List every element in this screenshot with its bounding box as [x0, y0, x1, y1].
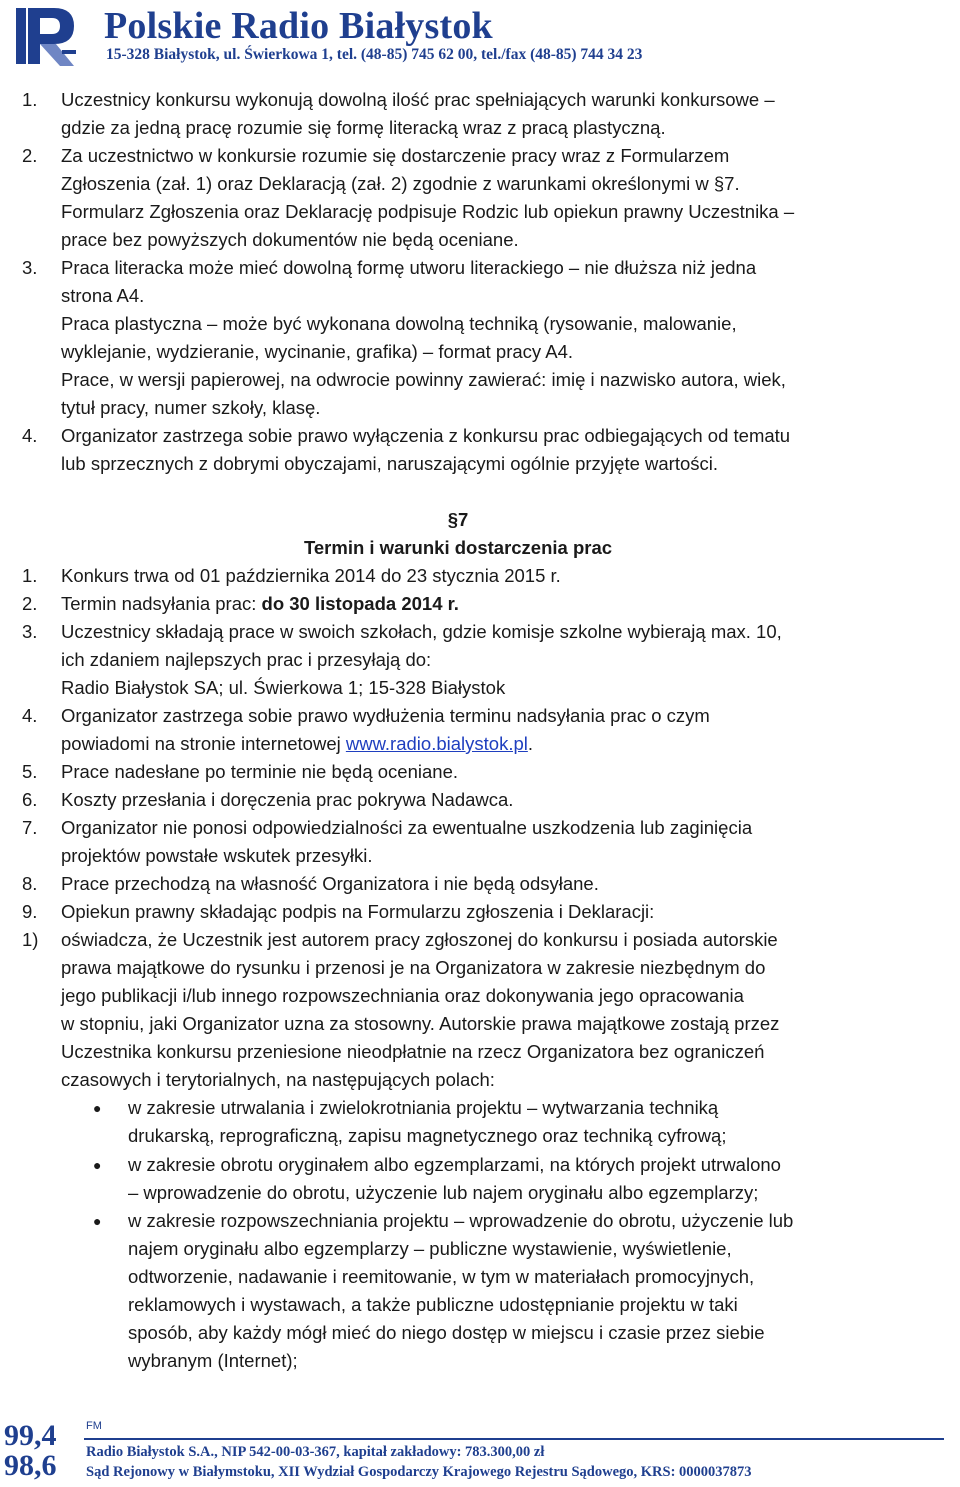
deadline-date: do 30 listopada 2014 r.: [261, 593, 459, 614]
item-number: 2.: [22, 593, 38, 614]
item-text: Uczestnika konkursu przeniesione nieodpłatnie na rzecz Organizatora bez ograniczeń: [61, 1041, 765, 1062]
section-number: §7: [447, 509, 469, 530]
item-text: [61, 590, 459, 618]
item-number: 6.: [22, 789, 38, 810]
postal-address: Radio Białystok SA; ul. Świerkowa 1; 15-328 Białystok: [61, 677, 506, 698]
bullet-icon: ●: [93, 1213, 102, 1229]
item-text: strona A4.: [61, 285, 145, 306]
item-text: Prace nadesłane po terminie nie będą oceniane.: [61, 761, 459, 782]
item-text: lub sprzecznych z dobrymi obyczajami, naruszającymi ogólnie przyjęte wartości.: [61, 453, 719, 474]
item-number: 5.: [22, 761, 38, 782]
letterhead: [14, 4, 954, 74]
item-text: Zgłoszenia (zał. 1) oraz Deklaracją (zał. 2) zgodnie z warunkami określonymi w §7.: [61, 173, 740, 194]
bullet-text: reklamowych i wystawach, a także publiczne udostępnianie projektu w taki: [128, 1294, 738, 1315]
item-number: 1.: [22, 565, 38, 586]
footer-divider: [84, 1438, 944, 1440]
item-text: Formularz Zgłoszenia oraz Deklarację podpisuje Rodzic lub opiekun prawny Uczestnika –: [61, 201, 795, 222]
item-text: prace bez powyższych dokumentów nie będą oceniane.: [61, 229, 519, 250]
item-text: Praca literacka może mieć dowolną formę utworu literackiego – nie dłuższa niż jedna: [61, 257, 757, 278]
court-registration: Sąd Rejonowy w Białymstoku, XII Wydział Gospodarczy Krajowego Rejestru Sądowego, KRS: 0000037873: [86, 1464, 752, 1480]
bullet-text: drukarską, reprograficzną, zapisu magnetycznego oraz techniką cyfrową;: [128, 1125, 727, 1146]
item-number: 2.: [22, 145, 38, 166]
item-number: 3.: [22, 621, 38, 642]
item-text: Organizator zastrzega sobie prawo wyłączenia z konkursu prac odbiegających od tematu: [61, 425, 791, 446]
bullet-icon: ●: [93, 1157, 102, 1173]
fm-label: FM: [86, 1420, 102, 1432]
item-number: 1.: [22, 89, 38, 110]
item-text: wyklejanie, wydzieranie, wycinanie, grafika) – format pracy A4.: [61, 341, 574, 362]
item-text: Opiekun prawny składając podpis na Formularzu zgłoszenia i Deklaracji:: [61, 901, 655, 922]
item-text: prawa majątkowe do rysunku i przenosi je na Organizatora w zakresie niezbędnym do: [61, 957, 766, 978]
radio-logo-icon: [14, 4, 84, 70]
item-number: 9.: [22, 901, 38, 922]
item-text: Prace, w wersji papierowej, na odwrocie powinny zawierać: imię i nazwisko autora, wiek,: [61, 369, 786, 390]
bullet-text: sposób, aby każdy mógł mieć do niego dostęp w miejscu i czasie przez siebie: [128, 1322, 765, 1343]
item-text: czasowych i terytorialnych, na następujących polach:: [61, 1069, 495, 1090]
item-text: Praca plastyczna – może być wykonana dowolną techniką (rysowanie, malowanie,: [61, 313, 737, 334]
period: .: [527, 733, 533, 754]
item-text: Prace przechodzą na własność Organizatora i nie będą odsyłane.: [61, 873, 599, 894]
website-link[interactable]: www.radio.bialystok.pl: [345, 733, 528, 754]
item-text: projektów powstałe wskutek przesyłki.: [61, 845, 373, 866]
item-text: ich zdaniem najlepszych prac i przesyłają do:: [61, 649, 432, 670]
item-number: 3.: [22, 257, 38, 278]
item-text: jego publikacji i/lub innego rozpowszechniania oraz dokonywania jego opracowania: [61, 985, 744, 1006]
item-text: oświadcza, że Uczestnik jest autorem pracy zgłoszonej do konkursu i posiada autorskie: [61, 929, 778, 950]
item-text: Organizator nie ponosi odpowiedzialności za ewentualne uszkodzenia lub zaginięcia: [61, 817, 753, 838]
bullet-text: w zakresie utrwalania i zwielokrotniania projektu – wytwarzania techniką: [128, 1097, 719, 1118]
frequency-primary: 99,4: [4, 1419, 57, 1452]
bullet-text: najem oryginału albo egzemplarzy – publiczne wystawienie, wyświetlenie,: [128, 1238, 732, 1259]
item-text: Konkurs trwa od 01 października 2014 do 23 stycznia 2015 r.: [61, 565, 561, 586]
item-text: Uczestnicy składają prace w swoich szkołach, gdzie komisje szkolne wybierają max. 10,: [61, 621, 782, 642]
item-text: Organizator zastrzega sobie prawo wydłużenia terminu nadsyłania prac o czym: [61, 705, 710, 726]
sub-item-number: 1): [22, 929, 39, 950]
item-text: w stopniu, jaki Organizator uzna za stosowny. Autorskie prawa majątkowe zostają przez: [61, 1013, 780, 1034]
bullet-text: – wprowadzenie do obrotu, użyczenie lub najem oryginału albo egzemplarzy;: [128, 1182, 759, 1203]
item-text: Uczestnicy konkursu wykonują dowolną ilość prac spełniających warunki konkursowe –: [61, 89, 775, 110]
deadline-label: Termin nadsyłania prac:: [61, 593, 262, 614]
item-number: 4.: [22, 425, 38, 446]
bullet-text: odtworzenie, nadawanie i reemitowanie, w tym w materiałach promocyjnych,: [128, 1266, 755, 1287]
bullet-text: w zakresie obrotu oryginałem albo egzemplarzami, na których projekt utrwalono: [128, 1154, 781, 1175]
item-text: gdzie za jedną pracę rozumie się formę literacką wraz z pracą plastyczną.: [61, 117, 666, 138]
item-text: Koszty przesłania i doręczenia prac pokrywa Nadawca.: [61, 789, 514, 810]
brand-address: 15-328 Białystok, ul. Świerkowa 1, tel. (48-85) 745 62 00, tel./fax (48-85) 744 34 23: [106, 46, 643, 63]
item-number: 8.: [22, 873, 38, 894]
company-info: Radio Białystok S.A., NIP 542-00-03-367, kapitał zakładowy: 783.300,00 zł: [86, 1444, 545, 1460]
bullet-icon: ●: [93, 1100, 102, 1116]
item-text: Za uczestnictwo w konkursie rozumie się dostarczenie pracy wraz z Formularzem: [61, 145, 730, 166]
item-number: 4.: [22, 705, 38, 726]
section-title: Termin i warunki dostarczenia prac: [303, 537, 613, 558]
item-number: 7.: [22, 817, 38, 838]
frequency-secondary: 98,6: [4, 1449, 57, 1482]
brand-title: Polskie Radio Białystok: [104, 5, 493, 47]
notice-text: powiadomi na stronie internetowej: [61, 733, 346, 754]
bullet-text: w zakresie rozpowszechniania projektu – wprowadzenie do obrotu, użyczenie lub: [128, 1210, 794, 1231]
page-footer: [0, 1418, 960, 1487]
item-text: tytuł pracy, numer szkoły, klasę.: [61, 397, 321, 418]
item-text: [61, 730, 533, 758]
bullet-text: wybranym (Internet);: [128, 1350, 298, 1371]
